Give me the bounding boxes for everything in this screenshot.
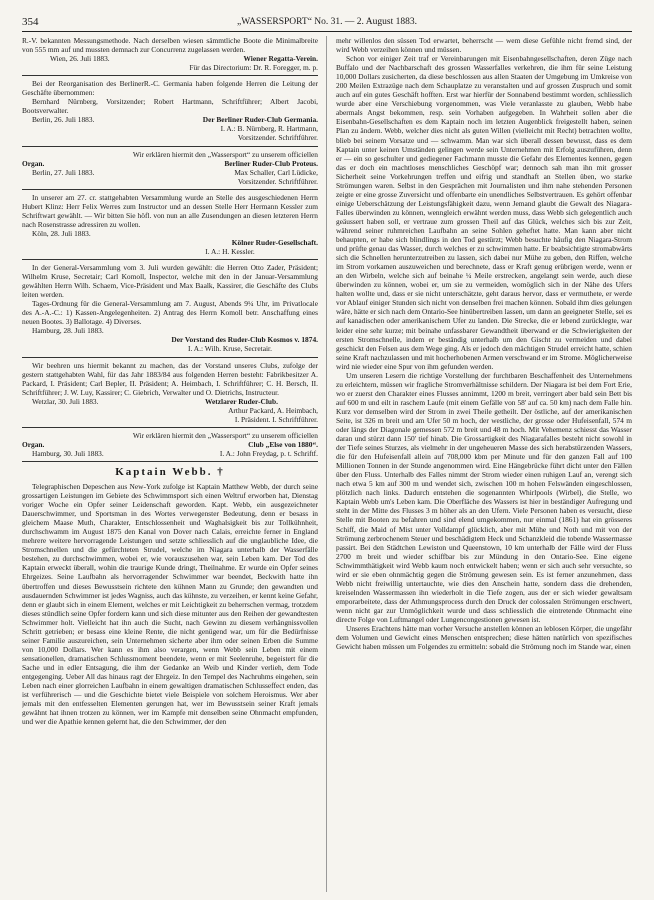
divider — [22, 427, 318, 428]
right-column — [336, 36, 632, 892]
notice-wiener-regatta-verein: R.-V. bekannten Messungsmethode. Nach derselben wiesen sämmtliche Boote die Minimalbreite von 555 mm auf und mussten demnach zur Concurrenz zugelassen werden. Wien, 26. Juli 1883. Wiener Regatta-Verein. Für das Directorium: Dr. R. Foregger, m. p. — [22, 36, 318, 73]
divider — [22, 146, 318, 147]
divider — [22, 461, 318, 462]
divider — [22, 357, 318, 358]
divider — [22, 75, 318, 76]
article-paragraph: mehr willenlos den süssen Tod erwartet, beherrscht — wem diese Gefühle nicht fremd sind, der wird Webb verzeihen können und müssen. — [336, 36, 632, 55]
divider — [22, 259, 318, 260]
notice-germania: Bei der Reorganisation des BerlinerR.-C. Germania haben folgende Herren die Leitung der Geschäfte übernommen: Bernhard Nürnberg, Vorsitzender; Robert Hartmann, Schriftführer; Albert Jacobi, Bootsverwalter. Berlin, 26. Juli 1883. Der Berliner Ruder-Club Germania. I. A.: B. Nürnberg, R. Hartmann, Vorsitzender. Schriftführer. — [22, 79, 318, 143]
left-column — [22, 36, 318, 892]
article-paragraph: Schon vor einiger Zeit traf er Vereinbarungen mit Eisenbahngesellschaften, deren Züge nach Buffalo und der Nachbarschaft des grossen Wasserfalles verkehren, die ihm für seine Leistung 10,000 Dollars zusicherten, da diese beschlossen aus allen Staaten der Umgebung im Umkreise von 200 Meilen Extrazüge nach dem Schauplatze zu veranstalten und auf grossen Zuspruch und somit auch auf ein gutes Geschäft hofften. Erst war hierfür der Sonnabend bestimmt worden, schliesslich wurde aber eine Verschiebung vorgenommen, was Viele veranlasste zu glauben, Webb habe abermals Angst bekommen, resp. sein Vorhaben aufgegeben. In Wahrheit sollen aber die Eisenbahn-Gesellschaften es dem Kaptain noch im letzten Augenblick freigestellt haben, seinen Plan zu ändern. Webb, welcher dies nicht als guten Willen (vielleicht mit Recht) betrachten wollte, blieb bei seinem Vorsatze und — schwamm. Man war sich überall dessen bewusst, dass es dem Kaptain unter keinen Umständen gelingen werde sein Unternehmen mit Erfolg auszuführen, denn er — ein so geschulter und gediegener Fachmann musste die Gefahr des Elementes kennen, gegen das er doch ein machtloses menschliches Geschöpf war; dennoch sah man ihn mit grosser Sicherheit seine Vorkehrungen treffen und eifrig und standhaft an Stellen üben, wo starke Strömungen waren. Selbst in den Gesprächen mit Journalisten und ihm nahe stehenden Personen zeigte er eine grosse Zuversicht und offenbarte ein unendliches Selbstvertrauen. Es gehört offenbar einige Ueberschätzung der Leistungsfähigkeit dazu, wenn Jemand glaubt die Gewalt des Niagara-Falles überwinden zu können, wenngleich erwähnt werden muss, dass Webb sich gelegentlich auch geäussert haben soll, er vertraue zum grossen Theil auf das Glück, welches sich bis zur Zeit, während seiner ruhmreichen Laufbahn an seine Sohlen geheftet hatte. Man kann aber nicht behaupten, er habe sich blindlings in den Tod gestürzt; Webb besuchte häufig den Niagara-Strom und prüfte genau das Wasser, durch welches er zu schwimmen hatte. Er beabsichtigte stromabwärts sich die Schnellen herunterzutreiben zu lassen, sich dabei nur Mühe zu geben, den Riffen, welche im Strom vorkamen auszuweichen und berechnete, dass er Kraft genug erübrigen werde, wenn er an den Wirbeln, welche sich auf beinahe ¼ Meile erstrecken, angelangt sein werde, auch diese überwinden zu können, wobei er, um sie zu vermeiden, womöglich sich in der Nähe des Ufers halten wollte und, dass er sie nicht unterschätzte, geht daraus hervor, dass er vermuthete, er werde vor Ablauf einiger Stunden sich nicht von denselben frei machen können. Sobald ihm dies gelungen wäre, hätte er sich nach dem Ontario-See hinübertreiben lassen, um dann an geeigneter Stelle, sei es auf kanadischen oder amerikanischem Ufer zu landen. Die Strecke, die er lebend zurücklegte, war leider eine sehr kurze; mit beinahe unfassbarer Gewandtheit überwand er die Schwierigkeiten der ersten Stromschnelle, indem er beständig unterhalb um den Gischt zu vermeiden und dabei geschickt den Felsen aus dem Wege ging. Als er jedoch den mächtigen Strudel erreicht hatte, schien seine Kraft nachzulassen und mit hocherhobenen Armen verschwand er im Strome. Möglicherweise wird nie wieder eine Spur von ihm gefunden werden. — [336, 54, 632, 371]
article-title: Kaptain Webb. † — [115, 465, 225, 478]
article-paragraph: Um unseren Lesern die richtige Vorstellung der furchtbaren Beschaffenheit des Unternehmens zu erleichtern, müssen wir fragliche Stromverhältnisse schildern. Der Niagara ist bei dem Fort Erie, wo er zuerst den Charakter eines Flusses annimmt, 1200 m breit, verringert aber bald sein Bett bis auf 600 m und eilt in raschem Laufe (mit einem Gefälle von 58' auf ca. 50 km) nach dem Falle hin. Kurz vor demselben wird der Strom in zwei Theile getheilt. Der östliche, auf der amerikanischen Seite, ist 326 m breit und am Ufer 50 m hoch, der westliche, der grosse oder Hufeisenfall, 574 m oder längs der Diagonale gemessen 572 m breit und 48 m hoch. Mit Vehemenz schiesst das Wasser daran und stürzt dann 150' tief hinab. Die Grossartigkeit des Niagarafalles besteht nicht sowohl in der Tiefe seines Sturzes, als vielmehr in der ungeheueren Masse des sich herabstürzenden Wassers, die für den Hufeisenfall allein auf 708,000 kbm per Minute und für den ganzen Fall auf 100 Millionen Tonnen in der Stunde angenommen wird. Eine Hängebrücke führt dicht unter den Fällen über den Fluss. Unterhalb des Falles nimmt der Strom wieder einen ruhigen Lauf an, verengt sich nach etwa 5 km auf 300 m und wendet sich, zwischen 100 m hohen Felswänden eingeschlossen, plötzlich nach links. Dadurch entstehen die sogenannten Whirlpools (Wirbel), die Stelle, wo Kaptain Webb um's Leben kam. Die Oberfläche des Wassers ist hier in beständiger Aufregung und steht in der Mitte des Flusses 3 m höher als an den Ufern. Viele Personen haben es versucht, diese Stelle mit Booten zu befahren und sind elend umgekommen, nur einmal (1861) hat ein grösseres Schiff, die Maid of Mist unter Volldampf glücklich, aber mit Mühe und Noth und mit von der Strömung zerbrochenem Steuer und beschädigtem Heck und Schanzkleid die tobende Wassermasse passirt. Bei den Städtchen Lewiston und Queenstown, 10 km unterhalb der Fälle wird der Fluss 2700 m breit und wieder schiffbar bis zur Mündung in den Ontario-See. Eine eigene Schwimmthätigkeit wird Webb kaum noch entwickelt haben; wenn er sich auch sehr versuchte, so wird er sie eben ohnmächtig gegen die Strömung gewesen sein. Es ist ferner anzunehmen, dass Webb nicht freiwillig untertauchte, wie dies den Anschein hatte, sondern dass die drehenden, kreiselnden Wassermassen ihn wiederholt in die Tiefe zogen, aus der er sich wieder gewaltsam emporarbeitete, dass der Athmungsprocess durch den Druck der colossalen Strömungen erschwert, wenn nicht gar zur Unmöglichkeit wurde und dass schliesslich die eintretende Ohnmacht eine directe Folge von Luftmangel oder Lungencongestionen gewesen ist. — [336, 370, 632, 624]
running-title: „WASSERSPORT“ No. 31. — 2. August 1883. — [237, 17, 417, 27]
column-separator — [326, 36, 327, 892]
notice-kosmos: In der General-Versammlung vom 3. Juli wurden gewählt: die Herren Otto Zader, Präsident; Wilhelm Kruse, Secretair; Carl Komoll, Inspector, welche mit den in der Januar-Versammlung gewählten Herrn Wilh. Schaem, Vice-Präsident und Max Baalk, Kassirer, die Geschäfte des Clubs leiten werden. Tages-Ordnung für die General-Versammlung am 7. August, Abends 9¼ Uhr, im Privatlocale des A.-A.-C.: 1) Kassen-Angelegenheiten. 2) Antrag des Herrn Komoll betr. Anschaffung eines neuen Bootes. 3) Ballotage. 4) Diverses. Hamburg, 28. Juli 1883. Der Vorstand des Ruder-Club Kosmos v. 1874. I. A.: Wilh. Kruse, Secretair. — [22, 263, 318, 354]
article-paragraph: Unseres Erachtens hätte man vorher Versuche anstellen können an leblosen Körper, die ungefähr dem Volumen und Gewicht eines Menschen entsprechen; diese hätten natürlich von spezifisches Gewicht haben müssen um Folgendes zu ermitteln: sobald die Strömung noch im Stande war, einen — [336, 624, 632, 652]
page-header — [22, 16, 632, 29]
notice-koelner-ruder-gesellschaft: In unserer am 27. cr. stattgehabten Versammlung wurde an Stelle des ausgeschiedenen Herrn Hubert Klinz: Herr Felix Werres zum Instructor und an dessen Stelle Herr Hermann Kessler zum Schriftwart gewählt. — Wir bitten Sie höfl. von nun an alle Zusendungen an diesen letzteren Herrn nach Rosenstrasse adressiren zu wollen. Köln, 28. Juli 1883. Kölner Ruder-Gesellschaft. I. A.: H. Kessler. — [22, 192, 318, 256]
header-rule — [22, 31, 632, 32]
divider — [22, 189, 318, 190]
page-number: 354 — [22, 16, 39, 28]
notice-club-else: Wir erklären hiermit den „Wassersport“ zu unserem officiellen Organ. Club „Else von 1880“. Hamburg, 30. Juli 1883. I. A.: John Freydag, p. t. Schriftf. — [22, 430, 318, 458]
notice-wetzlarer-ruder-club: Wir beehren uns hiermit bekannt zu machen, das der Vorstand unseres Clubs, zufolge der gestern stattgehabten Wahl, für das Jahr 1883/84 aus folgenden Herren besteht: Fabrikbesitzer A. Packard, I. Präsident; Carl Bepler, II. Präsident; A. Heimbach, I. Schriftführer; C. H. Bersch, II. Schriftführer; J. W. Luy, Kassirer; C. Giebrich, Verwalter und O. Dietrichs, Instructeur. Wetzlar, 30. Juli 1883. Wetzlarer Ruder-Club. Arthur Packard, A. Heimbach, I. Präsident. I. Schriftführer. — [22, 360, 318, 424]
article-webb-left: Telegraphischen Depeschen aus New-York zufolge ist Kaptain Matthew Webb, der durch seine grossartigen Leistungen im Gebiete des Schwimmsport sich einen Weltruf erworben hat, Dienstag voriger Woche ein Opfer seiner Leidenschaft geworden. Kapt. Webb, ein ausgezeichneter Dauerschwimmer, und Sportsman in des Wortes verwegenster Bedeutung, denn er besass in gleichem Maase Muth, Charakter, Entschlossenheit und Waghalsigkeit bis zur Tollkühnheit, durchschwamm im August 1875 den Kanal von Dover nach Calais, erreichte ferner in England mehrere weitere hervorragende Leistungen und setzte schliesslich auf die unglaubliche Idee, die Stromschnellen und die gefürchteten Strudel, welche im Niagara unterhalb der Wasserfälle bestehen, zu durchschwimmen, wobei er, wie vorauszusehen war, sein Leben kam. Der Tod des Kaptain erweckt überall, wohin die traurige Kunde dringt, Theilnahme. Er wurde ein Opfer seines Ehrgeizes. Seine Laufbahn als hervorragender Schwimmer war beendet, Beckwith hatte ihn übertroffen und dieses Bewusstsein richtete den kühnen Mann zu Grunde; den gewandten und ausdauernden Schwimmer ist jedes Wagniss, auch das kühnste, zu verzeihen, er kennt keine Gefahr, denn er glaubt sich in einem Element, welches er mit Leichtigkeit zu beherrschen vermag, trotzdem dieses stündlich seine Opfer fordern kann und sich diese mitunter aus den Reihen der gewandtesten Schwimmer holt. Vielleicht hat ihn auch die Sucht, nach Gewinn zu diesem verhängnissvollen Schritt getrieben; er besass eine kleine Rente, die nicht genügend war, um für die Bedürfnisse seiner Familie auszureichen, sein Unternehmen sicherte aber ihm oder seinen Erben die Summe von 10,000 Dollars. Wer kann es ihm also verargen, wenn Webb sein Leben mit einem sensationellen, dramatischen Schlussmoment beendete, wenn er mit Seelenruhe, begeistert für die Sache und in edler Entsagung, die ihm der Gedanke an Weib und Kinder verlieh, dem Tode entgegenging. Ueber All das hinaus ragt der Ehrgeiz. In den Tempel des Nachruhms eingehen, sein Leben nach einer glorreichen Laufbahn in einem gewaltigen dramatischen Schlusseffect enden, das ist verführerisch — und die Geschichte bietet viele Beispiele von solchem Heroismus. Wer aber jemals mit den entfesselten Elementen gerungen hat, wer im Bewusstsein seiner Kraft jemals gewähnt hat ihnen trotzen zu können, wer im Kampfe mit denselben seine Ohnmacht empfunden, und wer die Apathie kennen gelernt hat, die den Schwimmer, der den — [22, 482, 318, 727]
notice-proteus: Wir erklären hiermit den „Wassersport“ zu unserem officiellen Organ. Berliner Ruder-Club Proteus. Berlin, 27. Juli 1883. Max Schaller, Carl Lüdicke, Vorsitzender. Schriftführer. — [22, 149, 318, 186]
